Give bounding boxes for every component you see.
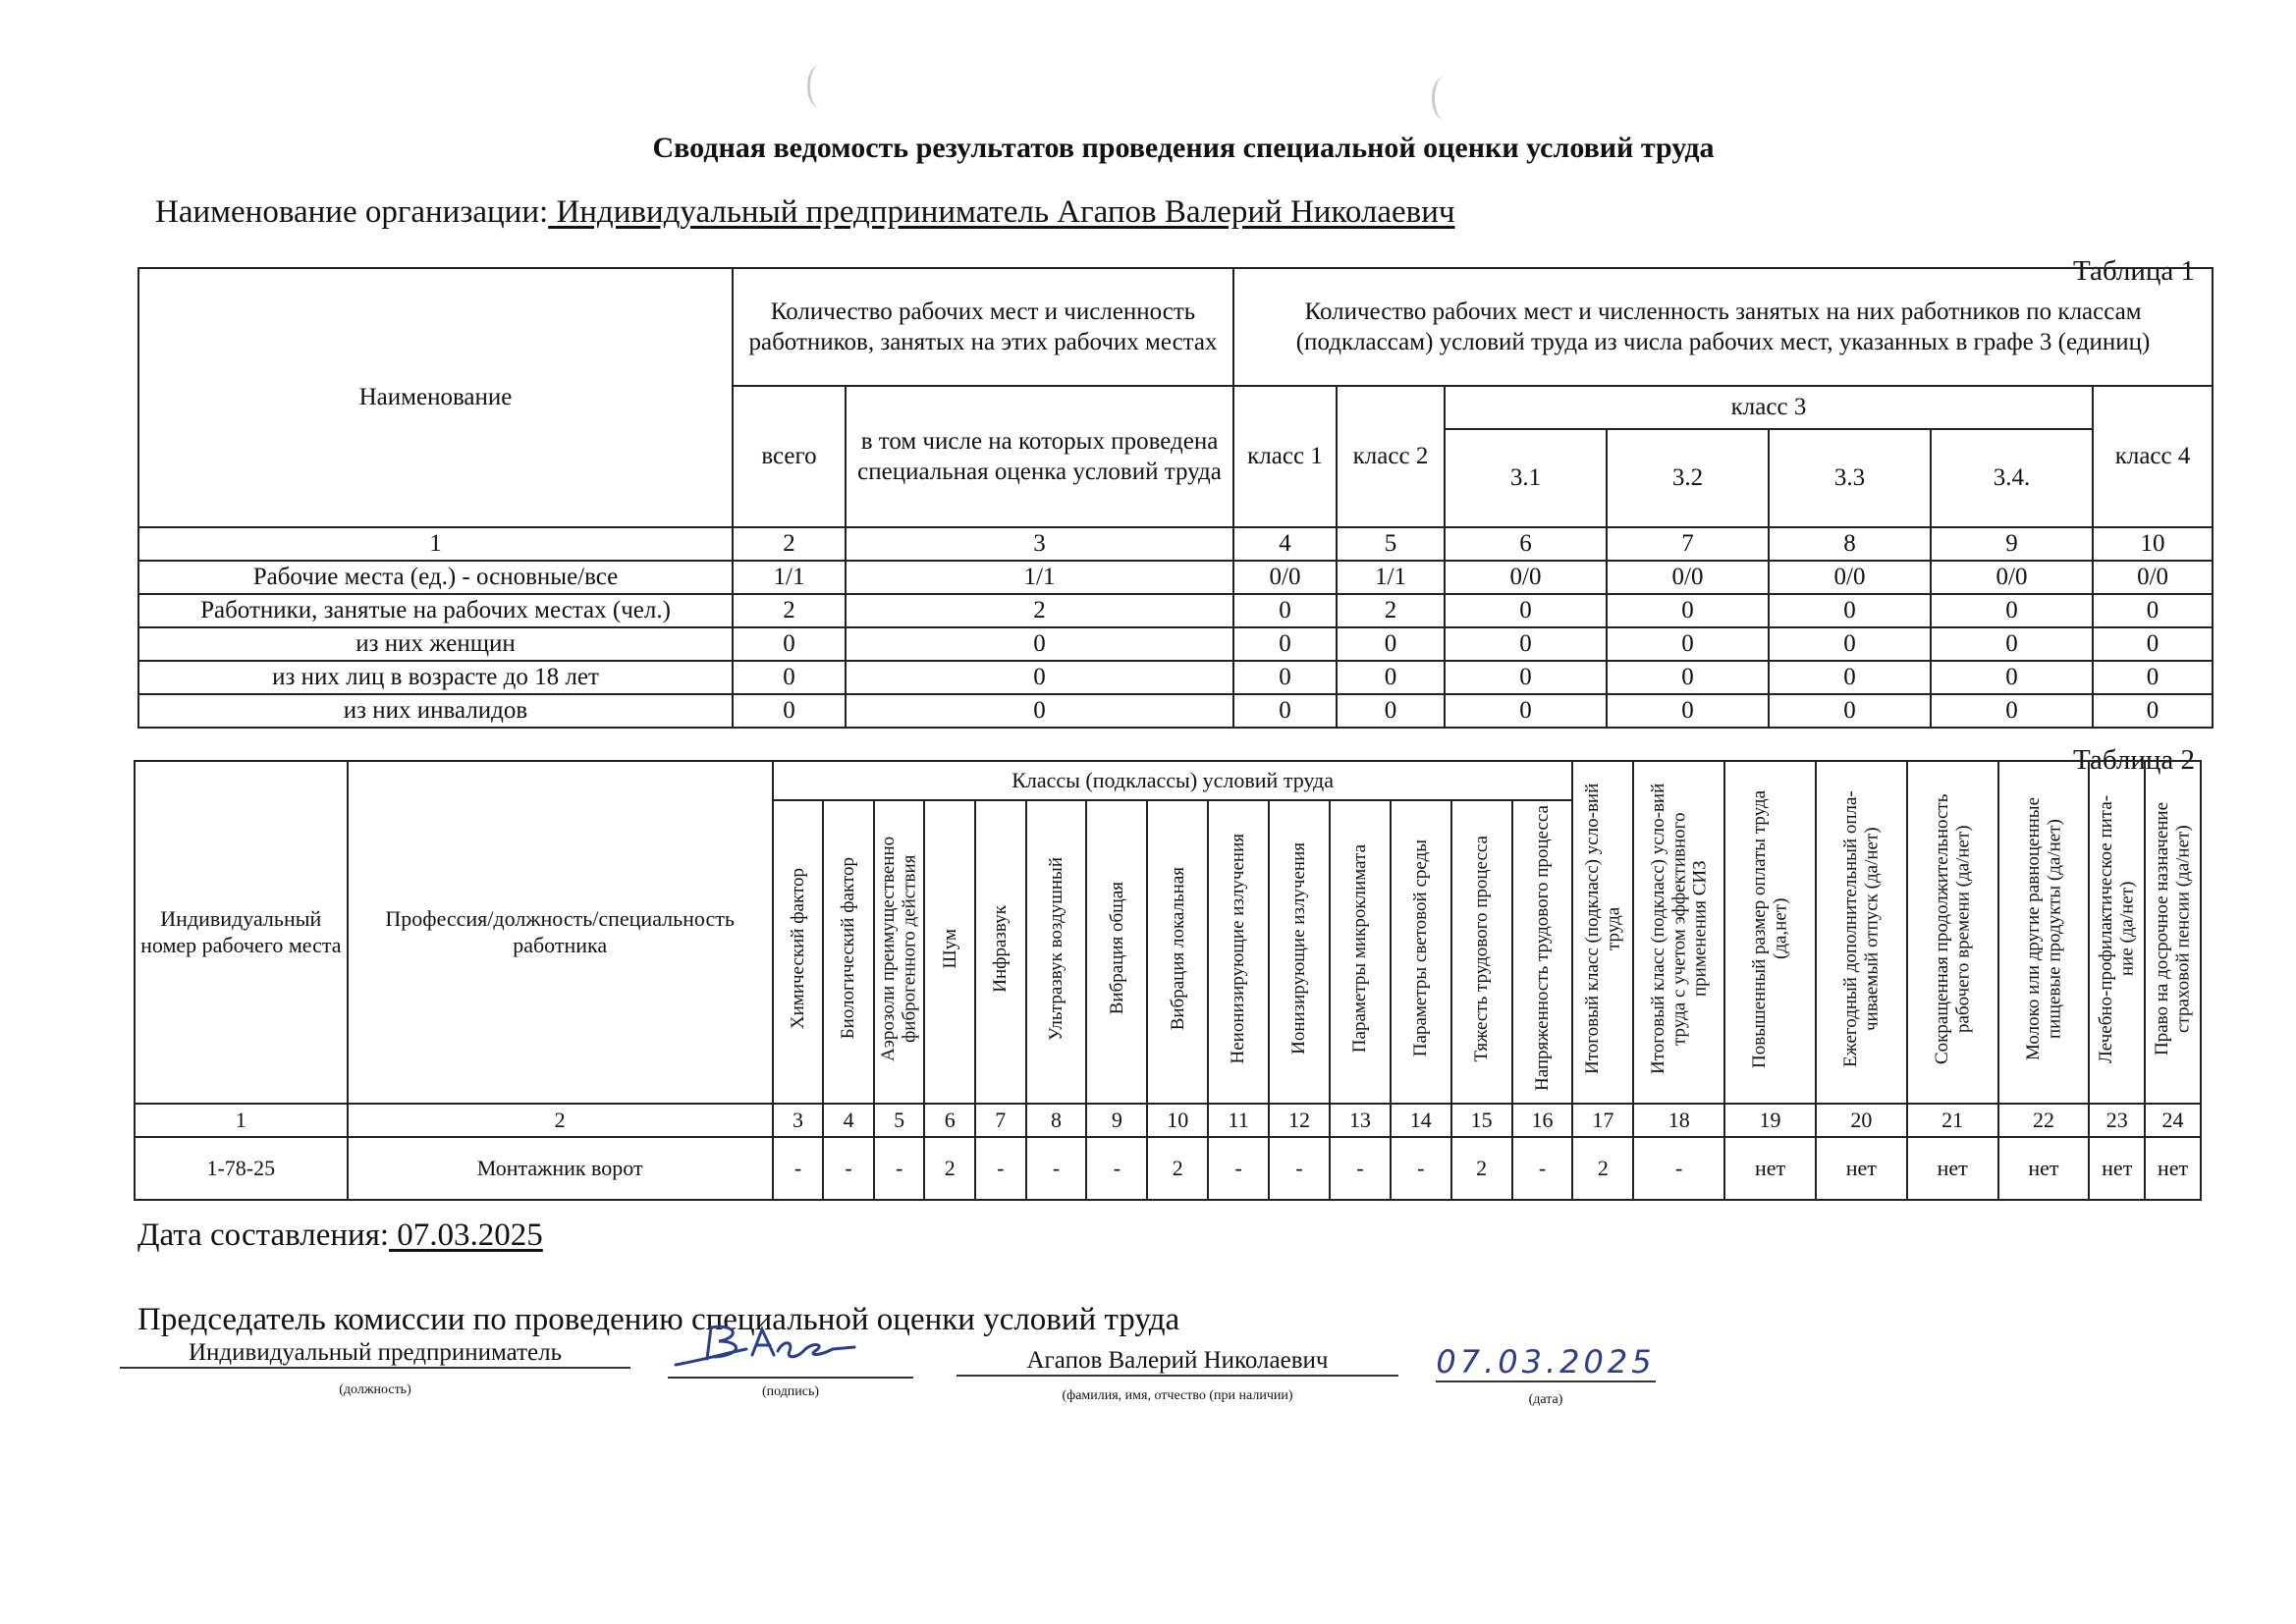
t1-header-sub31: 3.1: [1445, 429, 1607, 527]
t2-factor-noise: Шум: [924, 800, 975, 1104]
t2-cell: -: [1026, 1137, 1087, 1200]
t1-row-minors: [138, 661, 2213, 694]
chairman-name: Агапов Валерий Николаевич: [957, 1347, 1398, 1377]
t1-cell: 0/0: [1769, 561, 1931, 594]
t1-cell: 0: [1931, 594, 2093, 627]
t1-column-numbers: [138, 527, 2213, 561]
t2-cell: -: [1330, 1137, 1391, 1200]
t1-cell: 0: [1445, 694, 1607, 728]
t2-colnum: 2: [348, 1104, 773, 1137]
t2-colnum: 7: [975, 1104, 1026, 1137]
t1-header-class1: класс 1: [1233, 386, 1337, 527]
t2-header-pay: Повышенный размер оплаты труда (да,нет): [1724, 761, 1816, 1104]
t1-header-assessed: в том числе на которых проведена специальная оценка условий труда: [846, 386, 1233, 527]
t1-colnum: 6: [1445, 527, 1607, 561]
t2-cell-profession: Монтажник ворот: [348, 1137, 773, 1200]
t1-cell: 0: [1233, 694, 1337, 728]
t1-cell: 0: [846, 661, 1233, 694]
compiled-value: 07.03.2025: [389, 1218, 543, 1253]
t2-colnum: 13: [1330, 1104, 1391, 1137]
t1-cell: 0: [1607, 594, 1769, 627]
t1-cell: 0: [1769, 694, 1931, 728]
t1-cell: 0: [1607, 694, 1769, 728]
t2-header-profession: Профессия/должность/специальность работника: [348, 761, 773, 1104]
t2-colnum: 17: [1572, 1104, 1633, 1137]
t1-row-label: Рабочие места (ед.) - основные/все: [138, 561, 733, 594]
t2-cell: 2: [1147, 1137, 1208, 1200]
t2-factor-ionizing: Ионизирующие излучения: [1269, 800, 1330, 1104]
t1-cell: 0: [1931, 627, 2093, 661]
t2-factor-biological: Биологический фактор: [823, 800, 874, 1104]
t2-factor-infrasound: Инфразвук: [975, 800, 1026, 1104]
document-title: Сводная ведомость результатов проведения специальной оценки условий труда: [652, 132, 1715, 164]
t2-cell: -: [874, 1137, 925, 1200]
t2-header-reduced-time: Сокращенная продолжительность рабочего времени (да/нет): [1907, 761, 1998, 1104]
t2-cell: нет: [1998, 1137, 2090, 1200]
t2-colnum: 19: [1724, 1104, 1816, 1137]
summary-table-body: [137, 267, 2214, 729]
t2-factor-intensity: Напряженность трудового процесса: [1512, 800, 1573, 1104]
t2-cell: -: [823, 1137, 874, 1200]
t2-cell: -: [1086, 1137, 1147, 1200]
t1-cell: 0: [1931, 661, 2093, 694]
t1-cell: 0: [1337, 661, 1445, 694]
t2-header-final-class: Итоговый класс (подкласс) усло-вий труда: [1572, 761, 1633, 1104]
t2-cell: нет: [1816, 1137, 1907, 1200]
t2-header-final-class-siz: Итоговый класс (подкласс) усло-вий труда с учетом эффективного применения СИЗ: [1633, 761, 1724, 1104]
t1-cell: 0: [846, 627, 1233, 661]
t1-row-label: из них инвалидов: [138, 694, 733, 728]
t1-row-disabled: [138, 694, 2213, 728]
t2-row-workplace: [135, 1137, 2201, 1200]
t2-factor-nonionizing: Неионизирующие излучения: [1208, 800, 1269, 1104]
t1-cell: 0: [1337, 627, 1445, 661]
t2-column-numbers: [135, 1104, 2201, 1137]
t2-factor-ultrasound: Ультразвук воздушный: [1026, 800, 1087, 1104]
workplaces-table: [134, 760, 2202, 1201]
t2-factor-aerosols: Аэрозоли преимущественно фиброгенного действия: [874, 800, 925, 1104]
t1-header-classes-group: Количество рабочих мест и численность занятых на них работников по классам (подклассам) условий труда из числа рабочих мест, указанных в графе 3 (единиц): [1233, 268, 2213, 386]
organization-value: Индивидуальный предприниматель Агапов Валерий Николаевич: [548, 194, 1455, 230]
t2-colnum: 22: [1998, 1104, 2090, 1137]
t1-cell: 1/1: [1337, 561, 1445, 594]
t1-colnum: 7: [1607, 527, 1769, 561]
t1-header-total: всего: [733, 386, 846, 527]
t1-cell: 0: [846, 694, 1233, 728]
t1-cell: 0: [2093, 594, 2213, 627]
t2-header-id: Индивидуальный номер рабочего места: [135, 761, 348, 1104]
t2-cell: нет: [1907, 1137, 1998, 1200]
t2-cell: -: [1512, 1137, 1573, 1200]
t2-factor-severity: Тяжесть трудового процесса: [1451, 800, 1512, 1104]
t1-colnum: 2: [733, 527, 846, 561]
t2-colnum: 23: [2089, 1104, 2145, 1137]
t2-colnum: 1: [135, 1104, 348, 1137]
t1-header-sub33: 3.3: [1769, 429, 1931, 527]
t2-colnum: 9: [1086, 1104, 1147, 1137]
t2-colnum: 8: [1026, 1104, 1087, 1137]
punch-hole-right: [1432, 77, 1456, 120]
t1-row-label: из них лиц в возрасте до 18 лет: [138, 661, 733, 694]
t1-cell: 0: [733, 694, 846, 728]
t2-header-leave: Ежегодный дополнительный опла-чиваемый отпуск (да/нет): [1816, 761, 1907, 1104]
t1-row-label: Работники, занятые на рабочих местах (чел.): [138, 594, 733, 627]
t2-colnum: 11: [1208, 1104, 1269, 1137]
name-caption: (фамилия, имя, отчество (при наличии): [1062, 1388, 1293, 1403]
t2-cell: 2: [924, 1137, 975, 1200]
t1-cell: 0: [1931, 694, 2093, 728]
t1-colnum: 1: [138, 527, 733, 561]
t2-colnum: 16: [1512, 1104, 1573, 1137]
t2-factor-chemical: Химический фактор: [773, 800, 824, 1104]
t2-colnum: 20: [1816, 1104, 1907, 1137]
table2-caption: Таблица 2: [2072, 744, 2195, 776]
t2-cell: -: [1208, 1137, 1269, 1200]
t2-colnum: 14: [1391, 1104, 1451, 1137]
t2-header-milk: Молоко или другие равноценные пищевые продукты (да/нет): [1998, 761, 2090, 1104]
punch-hole-left: [807, 65, 832, 108]
t2-colnum: 21: [1907, 1104, 1998, 1137]
t1-cell: 0/0: [1233, 561, 1337, 594]
t1-cell: 0: [733, 627, 846, 661]
organization-line: [155, 194, 1454, 231]
t2-factor-microclimate: Параметры микроклимата: [1330, 800, 1391, 1104]
t1-cell: 1/1: [733, 561, 846, 594]
t1-cell: 2: [1337, 594, 1445, 627]
t1-colnum: 5: [1337, 527, 1445, 561]
t1-cell: 0: [1607, 627, 1769, 661]
t1-cell: 2: [846, 594, 1233, 627]
t1-colnum: 9: [1931, 527, 2093, 561]
t1-header-sub32: 3.2: [1607, 429, 1769, 527]
t1-cell: 0: [1445, 594, 1607, 627]
t1-cell: 2: [733, 594, 846, 627]
t1-header-class3: класс 3: [1445, 386, 2093, 429]
t2-factor-vibration-general: Вибрация общая: [1086, 800, 1147, 1104]
position-caption: (должность): [339, 1382, 411, 1397]
t1-row-women: [138, 627, 2213, 661]
t2-colnum: 12: [1269, 1104, 1330, 1137]
t2-cell-id: 1-78-25: [135, 1137, 348, 1200]
t1-row-workplaces: [138, 561, 2213, 594]
t2-colnum: 18: [1633, 1104, 1724, 1137]
t1-cell: 0: [733, 661, 846, 694]
t2-colnum: 4: [823, 1104, 874, 1137]
chairman-position: Индивидуальный предприниматель: [120, 1339, 630, 1369]
t2-factor-lighting: Параметры световой среды: [1391, 800, 1451, 1104]
t2-header-classes-group: Классы (подклассы) условий труда: [773, 761, 1573, 800]
t2-cell: нет: [2145, 1137, 2201, 1200]
t1-colnum: 4: [1233, 527, 1337, 561]
signature-caption: (подпись): [761, 1384, 820, 1399]
t1-cell: 0: [1607, 661, 1769, 694]
t1-header-class4: класс 4: [2093, 386, 2213, 527]
t2-cell: нет: [2089, 1137, 2145, 1200]
t1-cell: 0: [1233, 594, 1337, 627]
t1-header-class2: класс 2: [1337, 386, 1445, 527]
t1-cell: 0/0: [1445, 561, 1607, 594]
t1-cell: 0: [1337, 694, 1445, 728]
t2-colnum: 10: [1147, 1104, 1208, 1137]
signed-date: 07.03.2025: [1436, 1343, 1656, 1380]
table1-caption: Таблица 1: [2072, 255, 2195, 287]
t2-colnum: 6: [924, 1104, 975, 1137]
t2-cell: -: [1391, 1137, 1451, 1200]
t2-cell: 2: [1572, 1137, 1633, 1200]
t1-cell: 0/0: [1931, 561, 2093, 594]
t2-cell: -: [975, 1137, 1026, 1200]
t1-cell: 0: [1445, 627, 1607, 661]
t1-header-sub34: 3.4.: [1931, 429, 2093, 527]
t1-colnum: 3: [846, 527, 1233, 561]
t1-cell: 0: [2093, 627, 2213, 661]
t2-factor-vibration-local: Вибрация локальная: [1147, 800, 1208, 1104]
t1-cell: 0: [2093, 661, 2213, 694]
t1-cell: 1/1: [846, 561, 1233, 594]
t1-colnum: 8: [1769, 527, 1931, 561]
organization-label: Наименование организации:: [155, 194, 549, 230]
t2-colnum: 5: [874, 1104, 925, 1137]
t2-cell: -: [1269, 1137, 1330, 1200]
t1-cell: 0: [1233, 627, 1337, 661]
t1-row-label: из них женщин: [138, 627, 733, 661]
t1-header-name: Наименование: [138, 268, 733, 527]
compiled-date-line: [137, 1218, 543, 1254]
t2-colnum: 15: [1451, 1104, 1512, 1137]
t1-cell: 0/0: [1607, 561, 1769, 594]
t1-row-workers: [138, 594, 2213, 627]
t2-header-pension: Право на досрочное назначение страховой пенсии (да/нет): [2145, 761, 2201, 1104]
t1-cell: 0: [1769, 627, 1931, 661]
t2-header-nutrition: Лечебно-профилактическое пита-ние (да/нет): [2089, 761, 2145, 1104]
signature-field: [668, 1326, 913, 1379]
t1-cell: 0: [1769, 594, 1931, 627]
t2-cell: -: [773, 1137, 824, 1200]
t2-cell: нет: [1724, 1137, 1816, 1200]
t2-colnum: 3: [773, 1104, 824, 1137]
t1-cell: 0: [2093, 694, 2213, 728]
date-caption: (дата): [1528, 1392, 1563, 1407]
t1-colnum: 10: [2093, 527, 2213, 561]
t1-cell: 0: [1445, 661, 1607, 694]
t1-cell: 0: [1233, 661, 1337, 694]
compiled-label: Дата составления:: [137, 1218, 390, 1253]
signature-mark: [668, 1320, 913, 1371]
t2-cell: -: [1633, 1137, 1724, 1200]
t2-colnum: 24: [2145, 1104, 2201, 1137]
chairman-title: Председатель комиссии по проведению специальной оценки условий труда: [137, 1302, 1180, 1337]
t1-cell: 0: [1769, 661, 1931, 694]
t1-cell: 0/0: [2093, 561, 2213, 594]
t1-header-count-group: Количество рабочих мест и численность работников, занятых на этих рабочих местах: [733, 268, 1233, 386]
t2-cell: 2: [1451, 1137, 1512, 1200]
